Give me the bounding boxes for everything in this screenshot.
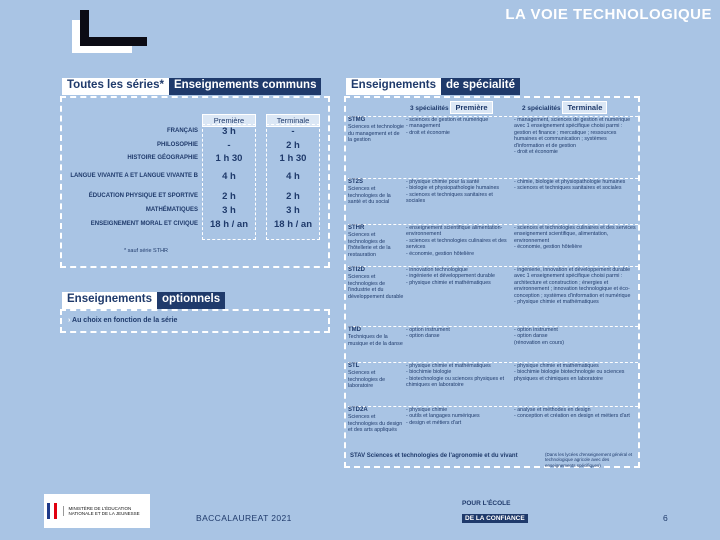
optionnels-text: › Au choix en fonction de la série: [68, 317, 178, 324]
terminale-subjects: - chimie, biologie et physiopathologie humaines - sciences et techniques sanitaires et sociales: [514, 179, 626, 192]
specialite-row: [348, 224, 638, 258]
hours-premiere: 4 h: [222, 171, 236, 182]
series-code: TMD: [348, 327, 361, 333]
hours-terminale: 4 h: [286, 171, 300, 182]
hours-terminale: 2 h: [286, 140, 300, 151]
specialite-row: [348, 178, 638, 206]
hours-terminale: -: [291, 126, 295, 137]
series-desc: Techniques de la musique et de la danse: [348, 334, 403, 347]
hours-terminale: 1 h 30: [279, 153, 307, 164]
terminale-subjects: - option instrument - option danse (rénovation en cours): [514, 327, 565, 346]
series-desc: Sciences et technologies de l'hôtellerie et de la restauration: [348, 232, 391, 258]
ecole-confiance-logo: POUR L'ÉCOLE DE LA CONFIANCE: [462, 500, 550, 525]
premiere-subjects: - innovation technologique - ingénierie et développement durable - physique chimie et mathématiques: [406, 267, 495, 286]
common-subject: ENSEIGNEMENT MORAL ET CIVIQUE: [90, 221, 198, 227]
series-code: STHR: [348, 225, 365, 231]
series-code: STI2D: [348, 267, 366, 273]
premiere-subjects: - option instrument - option danse: [406, 327, 450, 340]
commons-tag: Toutes les séries* Enseignements communs: [62, 78, 321, 95]
stav-note: (Dans les lycées d'enseignement général et technologique agricole avec des enseignements spécifiques): [545, 452, 633, 468]
series-code: ST2S: [348, 179, 364, 185]
stav-row: STAV Sciences et technologies de l'agronomie et du vivant: [350, 453, 518, 459]
specialite-row: [348, 116, 638, 156]
series-desc: Sciences et technologies de l'industrie et du développement durable: [348, 274, 404, 300]
common-subject: ÉDUCATION PHYSIQUE ET SPORTIVE: [88, 193, 198, 199]
col-premiere: Première: [202, 114, 256, 127]
series-desc: Sciences et technologies de laboratoire: [348, 370, 386, 390]
premiere-subjects: - sciences de gestion et numérique - management - droit et économie: [406, 117, 489, 136]
specialite-row: [348, 266, 638, 306]
series-code: STD2A: [348, 407, 368, 413]
terminale-subjects: - physique chimie et mathématiques - biochimie biologie biotechnologie ou sciences physiques et chimiques en laboratoire: [514, 363, 625, 382]
col-terminale: Terminale: [266, 114, 320, 127]
footnote: * sauf série STHR: [124, 248, 169, 254]
terminale-subjects: - ingénierie, innovation et développement durable avec 1 enseignement spécifique choisi parmi : architecture et construction ; énergies et environnement ; innovation technologique et éco-conception ; systèmes d'information et numérique - physique chimie et mathématiques: [514, 267, 631, 306]
series-code: STL: [348, 363, 360, 369]
footer-bac: BACCALAUREAT 2021: [196, 513, 292, 523]
logo: [72, 10, 147, 46]
hours-terminale: 18 h / an: [273, 219, 312, 230]
premiere-subjects: - physique chimie - outils et langages numériques - design et métiers d'art: [406, 407, 480, 426]
hours-premiere: 3 h: [222, 126, 236, 137]
series-name: [348, 363, 406, 390]
premiere-subjects: - enseignement scientifique alimentation-environnement - sciences et technologies culinaires et des services - économie, gestion hôtelière: [406, 225, 507, 257]
page-number: 6: [663, 513, 668, 523]
hours-premiere: 18 h / an: [209, 219, 248, 230]
series-code: STMG: [348, 117, 366, 123]
chevron-right-icon: ›: [68, 317, 71, 324]
premiere-subjects: - physique chimie pour la santé - biologie et physiopathologie humaines - sciences et techniques sanitaires et sociales: [406, 179, 500, 205]
hours-premiere: 3 h: [222, 205, 236, 216]
common-subject: FRANÇAIS: [167, 128, 198, 134]
terminale-subjects: - sciences et technologies culinaires et des services enseignement scientifique, alimentation, environnement - économie, gestion hôtelière: [514, 225, 636, 251]
hours-terminale: 2 h: [286, 191, 300, 202]
terminale-subjects: - analyse et méthodes en design - conception et création en design et métiers d'art: [514, 407, 630, 420]
specialite-row: [348, 406, 638, 434]
page-title: LA VOIE TECHNOLOGIQUE: [505, 6, 712, 23]
series-desc: Sciences et technologies du design et des arts appliqués: [348, 414, 403, 434]
hours-premiere: 1 h 30: [215, 153, 243, 164]
series-name: [348, 267, 406, 306]
marianne-flag-icon: [47, 503, 57, 519]
common-subject: LANGUE VIVANTE A ET LANGUE VIVANTE B: [70, 173, 198, 179]
premiere-subjects: - physique chimie et mathématiques - biochimie biologie - biotechnologie ou sciences physiques et chimiques en laboratoire: [406, 363, 505, 389]
optionnels-tag: Enseignements optionnels: [62, 292, 225, 309]
series-desc: Sciences et technologie du management et de la gestion: [348, 124, 404, 144]
common-subject: MATHÉMATIQUES: [145, 207, 198, 213]
terminale-subjects: - management, sciences de gestion et numérique avec 1 enseignement spécifique choisi parmi : gestion et finance ; mercatique ; ressources humaines et communication ; systèmes d'information et de gestion - droit et économie: [514, 117, 631, 156]
series-name: [348, 179, 406, 206]
specialite-row: [348, 326, 638, 347]
specialite-row: [348, 362, 638, 390]
terminale-header: 2 spécialités Terminale: [522, 101, 607, 114]
series-name: [348, 225, 406, 258]
hours-premiere: 2 h: [222, 191, 236, 202]
hours-terminale: 3 h: [286, 205, 300, 216]
series-desc: Sciences et technologies de la santé et du social: [348, 186, 391, 206]
series-name: [348, 407, 406, 434]
specialite-tag: Enseignements de spécialité: [346, 78, 520, 95]
series-name: [348, 117, 406, 156]
series-name: [348, 327, 406, 347]
common-subject: PHILOSOPHIE: [156, 142, 198, 148]
common-subject: HISTOIRE GÉOGRAPHIE: [127, 155, 198, 161]
hours-premiere: -: [227, 140, 231, 151]
ministry-logo: MINISTÈRE DE L'ÉDUCATION NATIONALE ET DE LA JEUNESSE: [44, 494, 150, 528]
premiere-header: 3 spécialités Première: [410, 101, 493, 114]
